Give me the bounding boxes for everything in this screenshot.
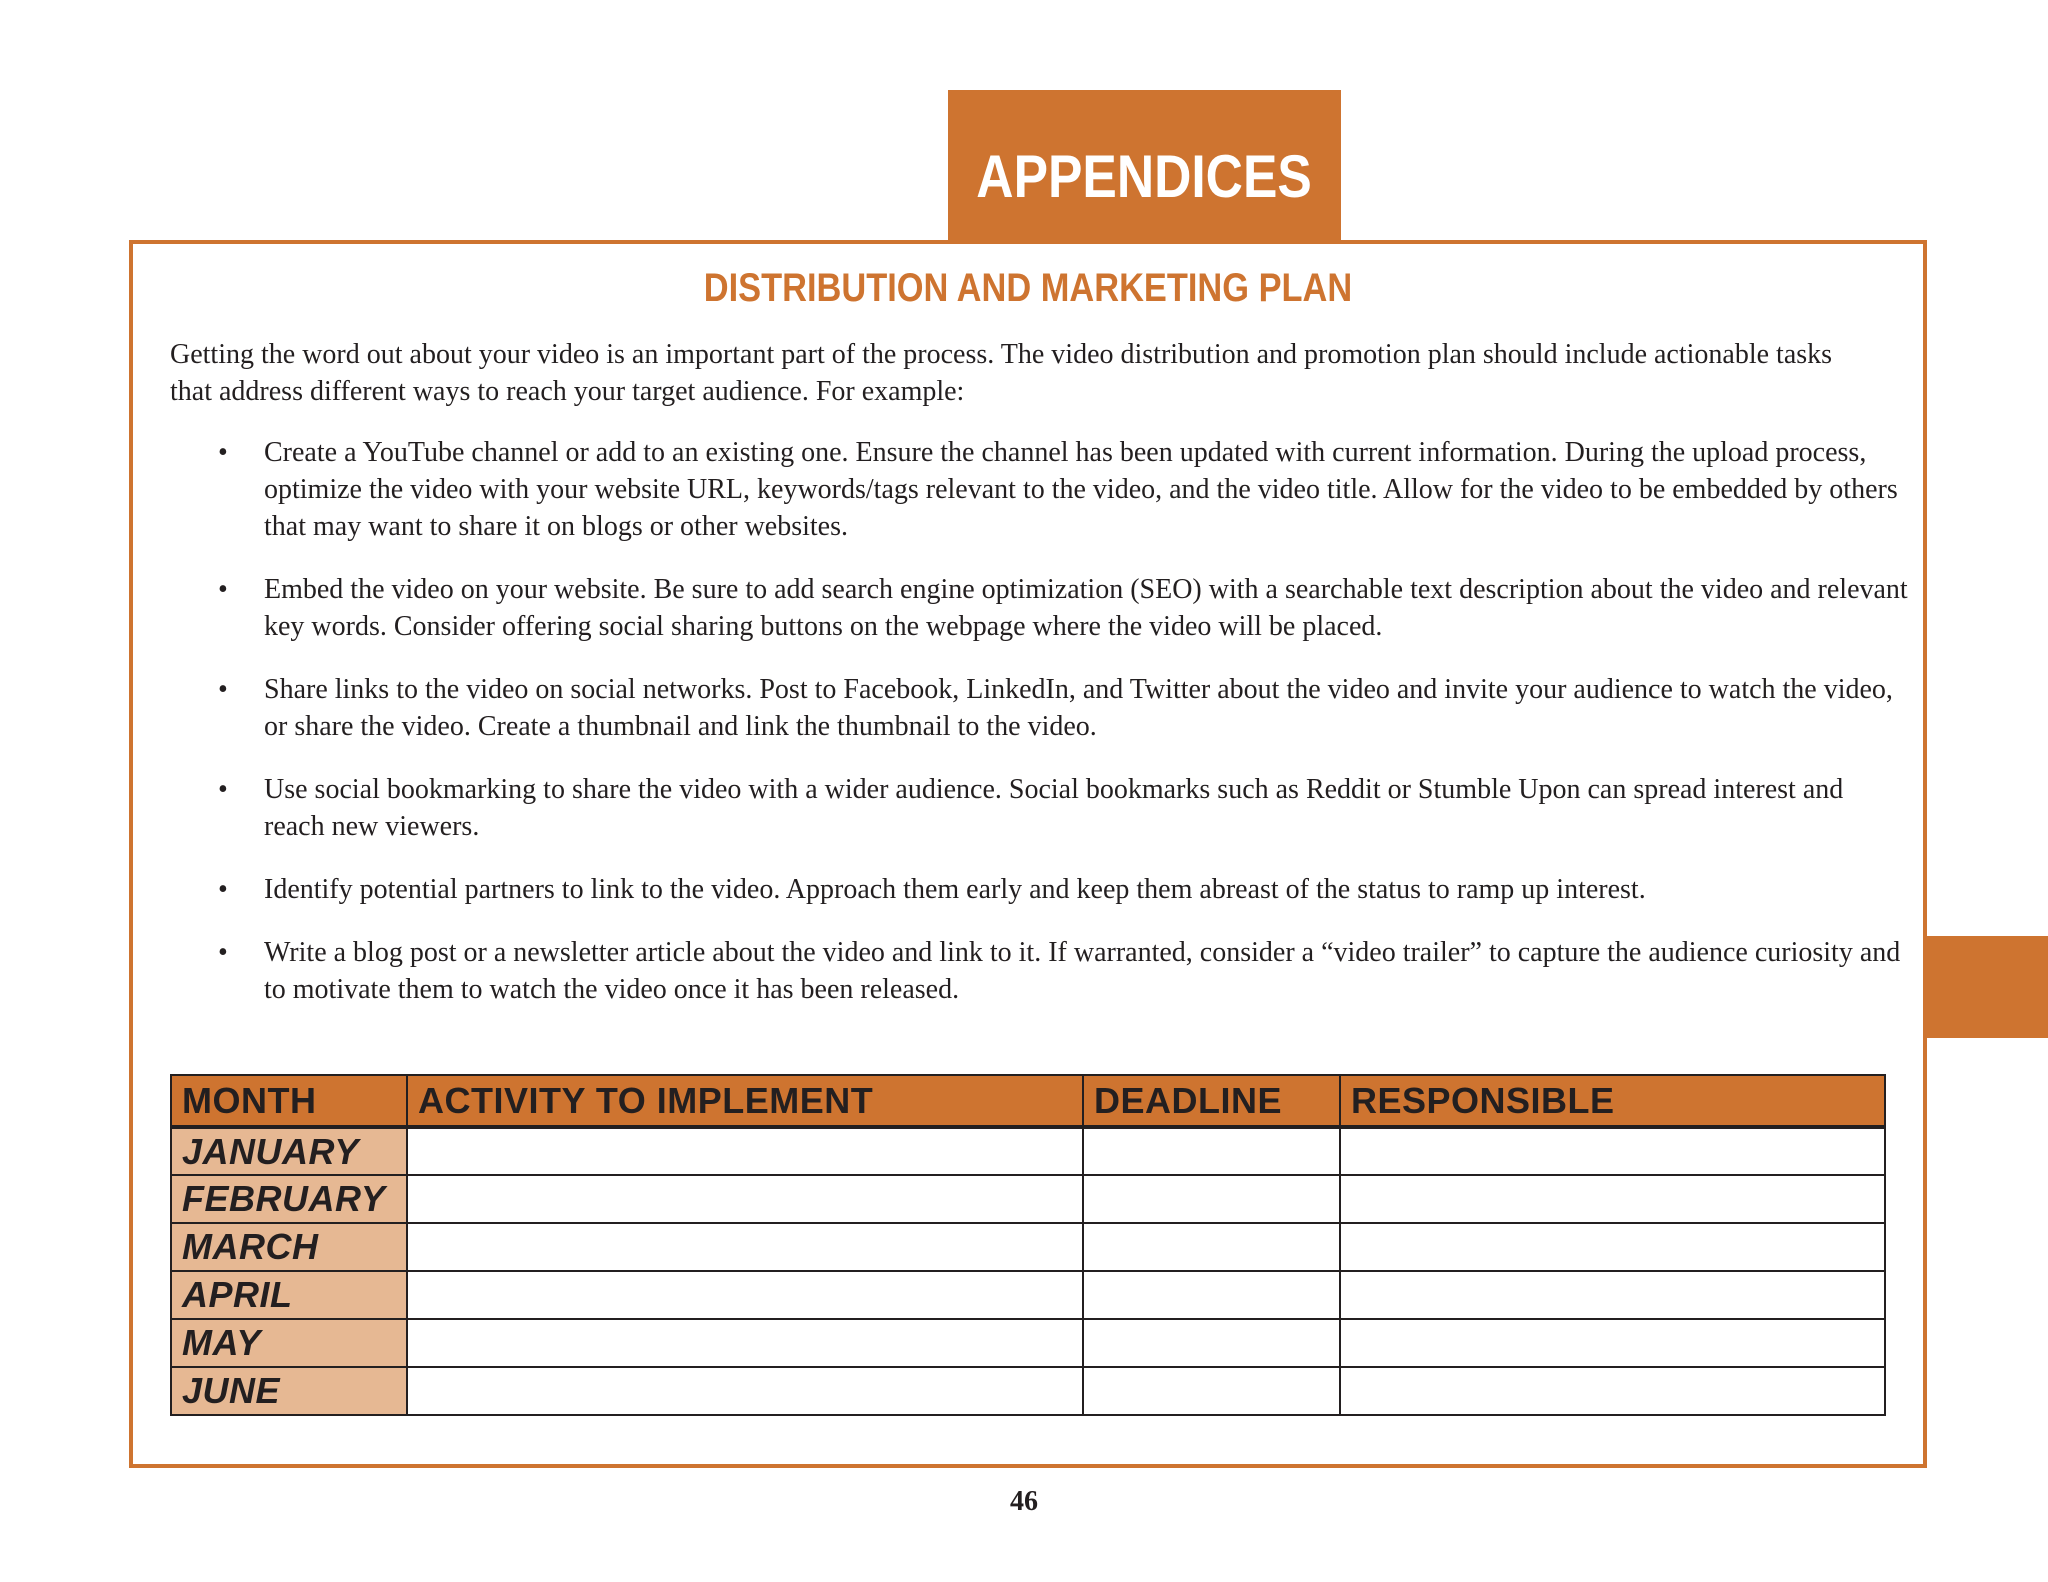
bullet-text: Write a blog post or a newsletter article about the video and link to it. If warranted, consider a “video trailer” to capture the audience curiosity and to motivate them to watch the video once it has been released.: [264, 937, 1901, 1005]
table-row: [171, 1271, 1885, 1319]
month-cell: FEBRUARY: [171, 1175, 407, 1223]
list-item: [170, 934, 1910, 1008]
list-item: [170, 571, 1910, 645]
deadline-cell[interactable]: [1083, 1175, 1340, 1223]
month-cell: APRIL: [171, 1271, 407, 1319]
bullet-text: Embed the video on your website. Be sure to add search engine optimization (SEO) with a searchable text description about the video and relevant key words. Consider offering social sharing buttons on the webpage where the video will be placed.: [264, 574, 1908, 642]
tab-title: APPENDICES: [976, 142, 1313, 210]
bullet-icon: •: [218, 437, 228, 468]
deadline-cell[interactable]: [1083, 1271, 1340, 1319]
list-item: [170, 434, 1910, 545]
deadline-cell[interactable]: [1083, 1223, 1340, 1271]
marketing-plan-table: [170, 1074, 1886, 1416]
month-cell: MAY: [171, 1319, 407, 1367]
activity-cell[interactable]: [407, 1271, 1083, 1319]
responsible-cell[interactable]: [1340, 1175, 1885, 1223]
bullet-text: Share links to the video on social networks. Post to Facebook, LinkedIn, and Twitter about the video and invite your audience to watch the video, or share the video. Create a thumbnail and link the thumbnail to the video.: [264, 674, 1893, 742]
activity-cell[interactable]: [407, 1319, 1083, 1367]
month-cell: MARCH: [171, 1223, 407, 1271]
list-item: [170, 871, 1910, 908]
activity-cell[interactable]: [407, 1223, 1083, 1271]
content-frame: [129, 240, 1927, 1468]
bullet-icon: •: [218, 874, 228, 905]
deadline-cell[interactable]: [1083, 1367, 1340, 1415]
bullet-icon: •: [218, 574, 228, 605]
deadline-cell[interactable]: [1083, 1319, 1340, 1367]
table-row: [171, 1367, 1885, 1415]
header-month: MONTH: [171, 1075, 407, 1127]
page-number: 46: [1010, 1486, 1038, 1517]
month-cell: JANUARY: [171, 1127, 407, 1175]
bullet-text: Create a YouTube channel or add to an existing one. Ensure the channel has been updated with current information. During the upload process, optimize the video with your website URL, keywords/tags relevant to the video, and the video title. Allow for the video to be embedded by others that may want to share it on blogs or other websites.: [264, 437, 1898, 542]
header-activity: ACTIVITY TO IMPLEMENT: [407, 1075, 1083, 1127]
header-deadline: DEADLINE: [1083, 1075, 1340, 1127]
list-item: [170, 771, 1910, 845]
responsible-cell[interactable]: [1340, 1319, 1885, 1367]
activity-cell[interactable]: [407, 1175, 1083, 1223]
responsible-cell[interactable]: [1340, 1127, 1885, 1175]
list-item: [170, 671, 1910, 745]
intro-paragraph: Getting the word out about your video is an important part of the process. The video distribution and promotion plan should include actionable tasks that address different ways to reach your target audience. For example:: [170, 339, 1833, 407]
bullet-icon: •: [218, 774, 228, 805]
bullet-icon: •: [218, 937, 228, 968]
bullet-icon: •: [218, 674, 228, 705]
responsible-cell[interactable]: [1340, 1223, 1885, 1271]
table-header-row: [171, 1075, 1885, 1127]
responsible-cell[interactable]: [1340, 1367, 1885, 1415]
bullet-text: Identify potential partners to link to the video. Approach them early and keep them abreast of the status to ramp up interest.: [264, 874, 1646, 905]
month-cell: JUNE: [171, 1367, 407, 1415]
table-row: [171, 1127, 1885, 1175]
appendices-tab: [948, 90, 1341, 242]
table-row: [171, 1175, 1885, 1223]
responsible-cell[interactable]: [1340, 1271, 1885, 1319]
bullet-list: [170, 434, 1910, 1034]
table-row: [171, 1319, 1885, 1367]
activity-cell[interactable]: [407, 1367, 1083, 1415]
side-tab-marker: [1927, 936, 2048, 1038]
table-row: [171, 1223, 1885, 1271]
header-responsible: RESPONSIBLE: [1340, 1075, 1885, 1127]
activity-cell[interactable]: [407, 1127, 1083, 1175]
deadline-cell[interactable]: [1083, 1127, 1340, 1175]
bullet-text: Use social bookmarking to share the video with a wider audience. Social bookmarks such as Reddit or Stumble Upon can spread interest and reach new viewers.: [264, 774, 1844, 842]
section-title: DISTRIBUTION AND MARKETING PLAN: [703, 266, 1353, 310]
